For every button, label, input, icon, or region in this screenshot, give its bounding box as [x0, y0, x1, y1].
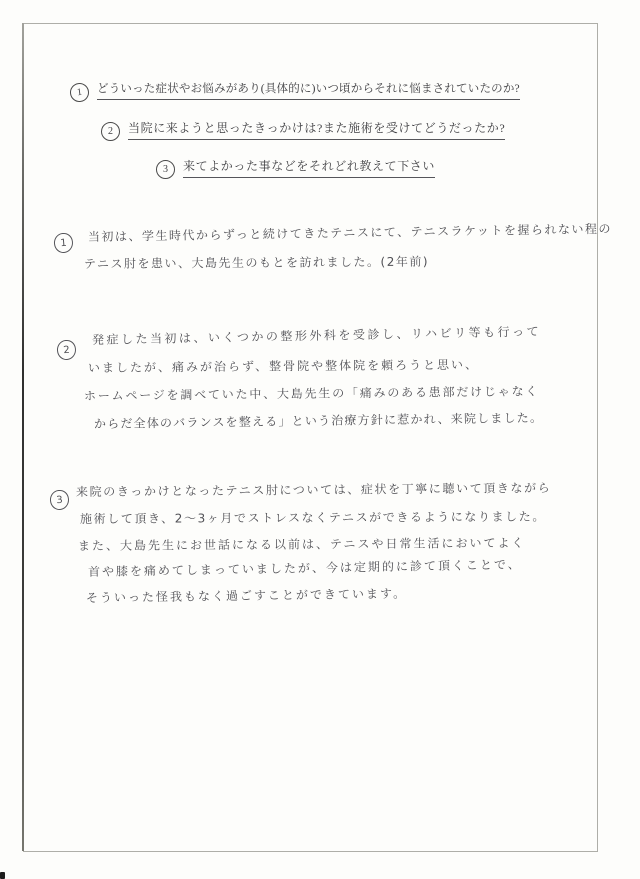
question-1-number-circle: 1 — [69, 82, 90, 103]
answer-2-number-circle: 2 — [56, 339, 77, 361]
answer-3-line-3: また、大島先生にお世話になる以前は、テニスや日常生活においてよく — [77, 535, 526, 553]
answer-2-line-1: 発症した当初は、いくつかの整形外科を受診し、リハビリ等も行って — [91, 324, 542, 347]
question-2-text: 当院に来ようと思ったきっかけは?また施術を受けてどうだったか? — [128, 121, 505, 140]
question-3-number-circle: 3 — [156, 160, 175, 179]
answer-1-line-1: 当初は、学生時代からずっと続けてきたテニスにて、テニスラケットを握られない程の — [87, 221, 613, 244]
answer-2-line-4: からだ全体のバランスを整える」という治療方針に惹かれ、来院しました。 — [93, 410, 544, 431]
page-border-frame — [23, 23, 598, 852]
answer-3-line-4: 首や膝を痛めてしまっていましたが、今は定期的に診て頂くことで、 — [87, 557, 522, 579]
answer-3-line-5: そういった怪我もなく過ごすことができています。 — [85, 586, 408, 605]
question-3-text: 来てよかった事などをそれどれ教えて下さい — [183, 159, 435, 178]
answer-3-line-2: 施術して頂き、2〜3ヶ月でストレスなくテニスができるようになりました。 — [79, 509, 546, 526]
scan-edge-shadow — [22, 23, 24, 851]
scan-artifact — [0, 872, 5, 879]
question-2-number-circle: 2 — [101, 122, 120, 141]
answer-2-line-3: ホームページを調べていた中、大島先生の「痛みのある患部だけじゃなく — [83, 384, 540, 403]
question-2 — [101, 121, 505, 141]
question-3 — [156, 159, 435, 179]
answer-2-line-2: いましたが、痛みが治らず、整骨院や整体院を頼ろうと思い、 — [87, 357, 480, 375]
question-1 — [70, 82, 520, 102]
answer-1-number-circle: 1 — [53, 232, 74, 254]
answer-3-number-circle: 3 — [49, 489, 70, 511]
answer-3-line-1: 来院のきっかけとなったテニス肘については、症状を丁寧に聴いて頂きながら — [75, 480, 552, 499]
answer-1-line-2: テニス肘を患い、大島先生のもとを訪れました。(2年前) — [83, 254, 430, 271]
question-1-text: どういった症状やお悩みがあり(具体的に)いつ頃からそれに悩まされていたのか? — [97, 82, 520, 100]
